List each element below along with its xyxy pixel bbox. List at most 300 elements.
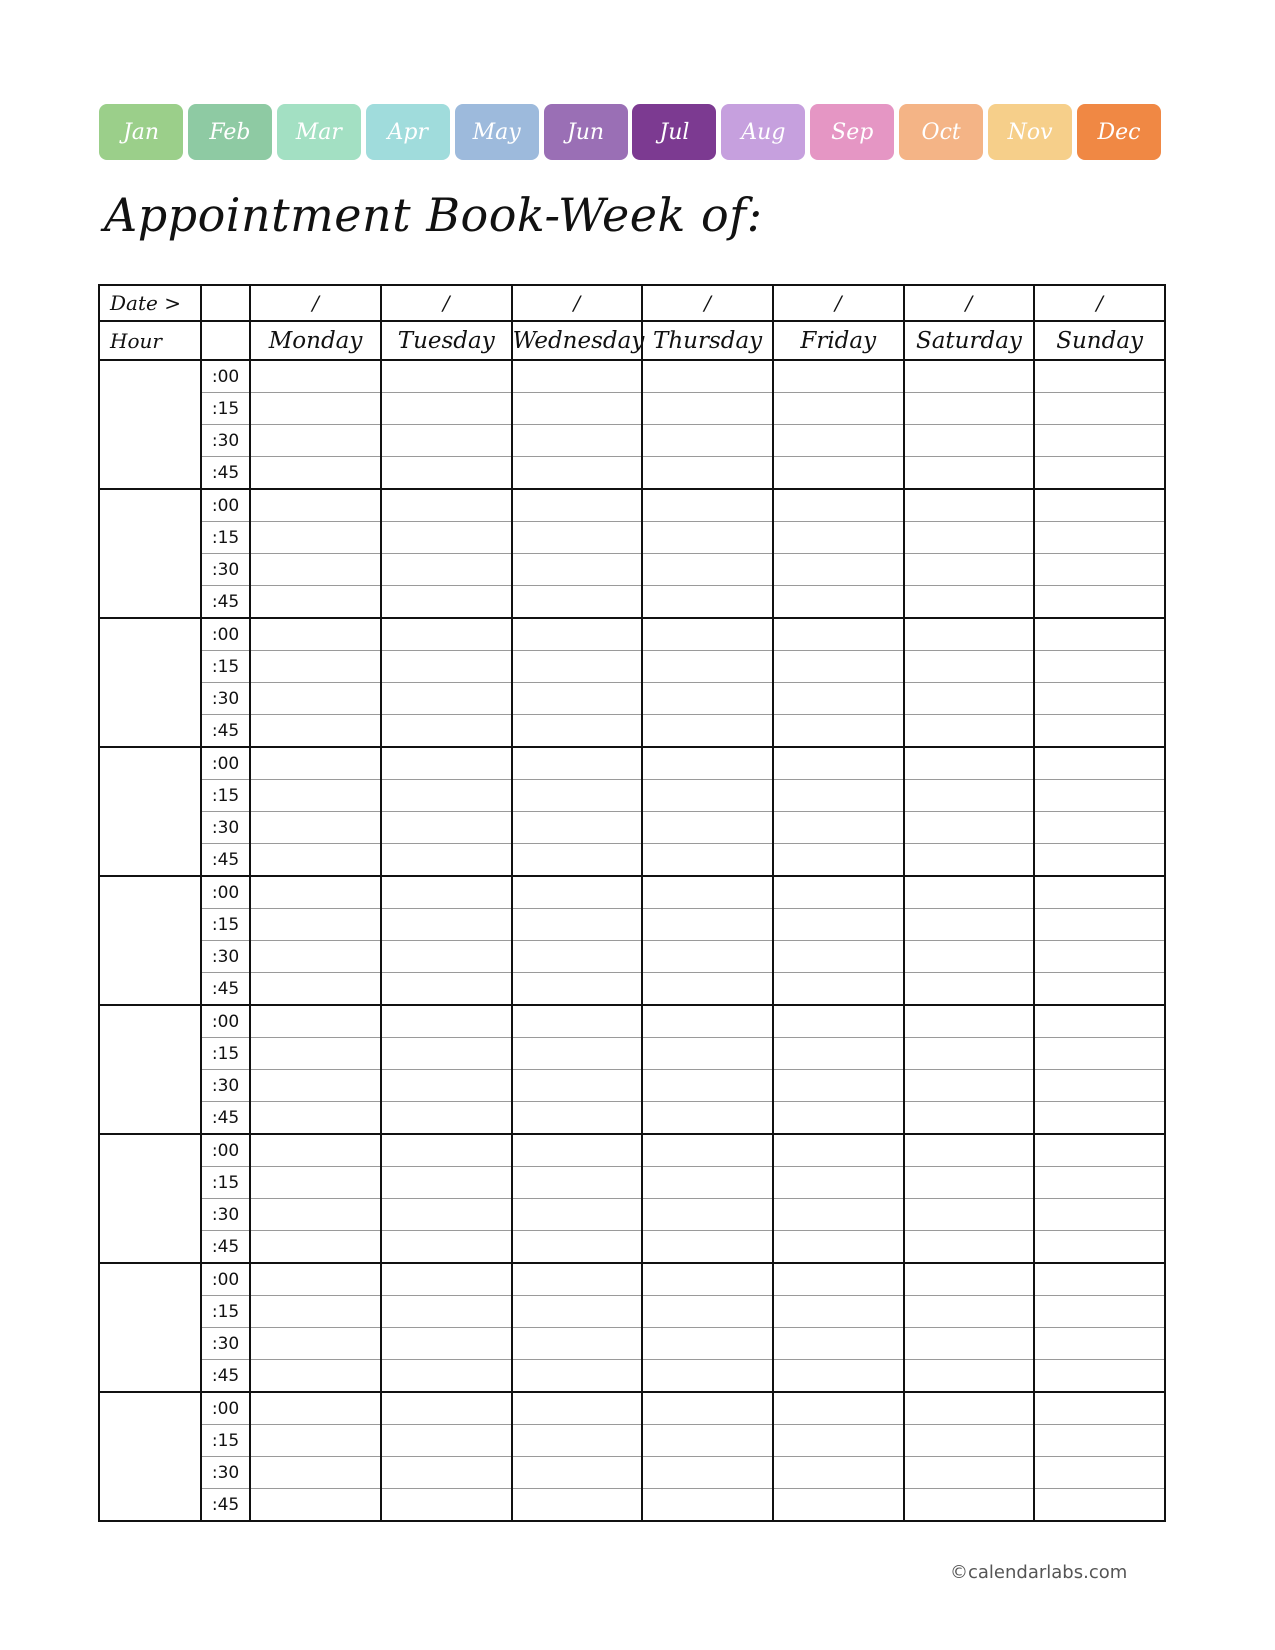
appointment-cell-wednesday[interactable] bbox=[512, 457, 643, 490]
appointment-cell-thursday[interactable] bbox=[642, 715, 773, 748]
appointment-cell-wednesday[interactable] bbox=[512, 618, 643, 651]
appointment-cell-saturday[interactable] bbox=[904, 1038, 1035, 1070]
appointment-cell-thursday[interactable] bbox=[642, 1457, 773, 1489]
time-slot-row bbox=[99, 522, 1165, 554]
appointment-cell-friday[interactable] bbox=[773, 715, 904, 748]
appointment-cell-tuesday[interactable] bbox=[381, 1005, 512, 1038]
hour-cell[interactable] bbox=[99, 360, 201, 393]
appointment-cell-tuesday[interactable] bbox=[381, 489, 512, 522]
month-tab-nov[interactable]: Nov bbox=[988, 104, 1072, 160]
appointment-cell-monday[interactable] bbox=[250, 1070, 381, 1102]
appointment-cell-tuesday[interactable] bbox=[381, 1167, 512, 1199]
appointment-cell-saturday[interactable] bbox=[904, 973, 1035, 1006]
appointment-cell-tuesday[interactable] bbox=[381, 1263, 512, 1296]
date-cell-friday[interactable]: / bbox=[773, 285, 904, 321]
appointment-cell-thursday[interactable] bbox=[642, 1038, 773, 1070]
appointment-cell-wednesday[interactable] bbox=[512, 393, 643, 425]
appointment-cell-saturday[interactable] bbox=[904, 522, 1035, 554]
appointment-cell-monday[interactable] bbox=[250, 1489, 381, 1522]
appointment-cell-tuesday[interactable] bbox=[381, 812, 512, 844]
appointment-cell-thursday[interactable] bbox=[642, 1425, 773, 1457]
hour-cell-continued bbox=[99, 780, 201, 812]
appointment-cell-sunday[interactable] bbox=[1034, 1425, 1165, 1457]
hour-cell[interactable] bbox=[99, 489, 201, 522]
appointment-cell-saturday[interactable] bbox=[904, 393, 1035, 425]
appointment-cell-monday[interactable] bbox=[250, 1199, 381, 1231]
appointment-cell-sunday[interactable] bbox=[1034, 1296, 1165, 1328]
month-tab-jun[interactable]: Jun bbox=[544, 104, 628, 160]
appointment-cell-saturday[interactable] bbox=[904, 457, 1035, 490]
date-cell-thursday[interactable]: / bbox=[642, 285, 773, 321]
appointment-cell-friday[interactable] bbox=[773, 586, 904, 619]
appointment-cell-wednesday[interactable] bbox=[512, 489, 643, 522]
appointment-cell-monday[interactable] bbox=[250, 812, 381, 844]
appointment-cell-thursday[interactable] bbox=[642, 1199, 773, 1231]
appointment-cell-sunday[interactable] bbox=[1034, 586, 1165, 619]
appointment-cell-friday[interactable] bbox=[773, 1102, 904, 1135]
appointment-cell-thursday[interactable] bbox=[642, 909, 773, 941]
appointment-cell-saturday[interactable] bbox=[904, 941, 1035, 973]
appointment-cell-saturday[interactable] bbox=[904, 618, 1035, 651]
appointment-cell-thursday[interactable] bbox=[642, 780, 773, 812]
appointment-cell-sunday[interactable] bbox=[1034, 1231, 1165, 1264]
appointment-cell-tuesday[interactable] bbox=[381, 941, 512, 973]
minute-label: :15 bbox=[201, 393, 250, 425]
appointment-cell-sunday[interactable] bbox=[1034, 812, 1165, 844]
appointment-cell-wednesday[interactable] bbox=[512, 360, 643, 393]
appointment-cell-thursday[interactable] bbox=[642, 876, 773, 909]
appointment-cell-monday[interactable] bbox=[250, 876, 381, 909]
minute-label: :45 bbox=[201, 1489, 250, 1522]
time-slot-row bbox=[99, 651, 1165, 683]
appointment-cell-sunday[interactable] bbox=[1034, 844, 1165, 877]
appointment-cell-friday[interactable] bbox=[773, 425, 904, 457]
appointment-cell-saturday[interactable] bbox=[904, 1360, 1035, 1393]
appointment-cell-tuesday[interactable] bbox=[381, 360, 512, 393]
appointment-cell-friday[interactable] bbox=[773, 973, 904, 1006]
appointment-cell-saturday[interactable] bbox=[904, 425, 1035, 457]
appointment-cell-thursday[interactable] bbox=[642, 747, 773, 780]
appointment-cell-monday[interactable] bbox=[250, 1231, 381, 1264]
appointment-cell-monday[interactable] bbox=[250, 1360, 381, 1393]
appointment-cell-thursday[interactable] bbox=[642, 1296, 773, 1328]
appointment-cell-friday[interactable] bbox=[773, 780, 904, 812]
time-slot-row bbox=[99, 393, 1165, 425]
appointment-cell-tuesday[interactable] bbox=[381, 780, 512, 812]
appointment-cell-thursday[interactable] bbox=[642, 489, 773, 522]
appointment-cell-thursday[interactable] bbox=[642, 941, 773, 973]
appointment-cell-monday[interactable] bbox=[250, 425, 381, 457]
appointment-cell-thursday[interactable] bbox=[642, 1328, 773, 1360]
appointment-cell-sunday[interactable] bbox=[1034, 909, 1165, 941]
appointment-cell-saturday[interactable] bbox=[904, 1263, 1035, 1296]
appointment-cell-wednesday[interactable] bbox=[512, 1489, 643, 1522]
appointment-cell-saturday[interactable] bbox=[904, 1296, 1035, 1328]
appointment-cell-wednesday[interactable] bbox=[512, 1425, 643, 1457]
appointment-cell-tuesday[interactable] bbox=[381, 586, 512, 619]
appointment-cell-friday[interactable] bbox=[773, 618, 904, 651]
month-tab-dec[interactable]: Dec bbox=[1077, 104, 1161, 160]
appointment-cell-tuesday[interactable] bbox=[381, 393, 512, 425]
appointment-cell-wednesday[interactable] bbox=[512, 747, 643, 780]
appointment-cell-monday[interactable] bbox=[250, 1263, 381, 1296]
minute-label: :30 bbox=[201, 812, 250, 844]
appointment-cell-tuesday[interactable] bbox=[381, 1392, 512, 1425]
appointment-cell-wednesday[interactable] bbox=[512, 522, 643, 554]
appointment-cell-tuesday[interactable] bbox=[381, 715, 512, 748]
appointment-cell-sunday[interactable] bbox=[1034, 1328, 1165, 1360]
appointment-cell-tuesday[interactable] bbox=[381, 844, 512, 877]
month-tab-jul[interactable]: Jul bbox=[632, 104, 716, 160]
time-slot-row bbox=[99, 1070, 1165, 1102]
appointment-cell-sunday[interactable] bbox=[1034, 876, 1165, 909]
appointment-cell-monday[interactable] bbox=[250, 844, 381, 877]
appointment-cell-saturday[interactable] bbox=[904, 1392, 1035, 1425]
appointment-cell-monday[interactable] bbox=[250, 554, 381, 586]
appointment-cell-tuesday[interactable] bbox=[381, 1360, 512, 1393]
appointment-cell-monday[interactable] bbox=[250, 618, 381, 651]
day-header-monday: Monday bbox=[250, 321, 381, 360]
appointment-cell-saturday[interactable] bbox=[904, 1102, 1035, 1135]
appointment-cell-monday[interactable] bbox=[250, 1005, 381, 1038]
appointment-cell-thursday[interactable] bbox=[642, 586, 773, 619]
appointment-cell-monday[interactable] bbox=[250, 1102, 381, 1135]
appointment-cell-sunday[interactable] bbox=[1034, 1457, 1165, 1489]
appointment-cell-monday[interactable] bbox=[250, 683, 381, 715]
appointment-cell-friday[interactable] bbox=[773, 1489, 904, 1522]
appointment-cell-monday[interactable] bbox=[250, 1296, 381, 1328]
appointment-cell-friday[interactable] bbox=[773, 554, 904, 586]
appointment-cell-wednesday[interactable] bbox=[512, 715, 643, 748]
appointment-cell-saturday[interactable] bbox=[904, 1457, 1035, 1489]
appointment-cell-tuesday[interactable] bbox=[381, 1038, 512, 1070]
appointment-cell-sunday[interactable] bbox=[1034, 1167, 1165, 1199]
appointment-cell-sunday[interactable] bbox=[1034, 973, 1165, 1006]
hour-cell[interactable] bbox=[99, 747, 201, 780]
appointment-cell-tuesday[interactable] bbox=[381, 1102, 512, 1135]
appointment-cell-wednesday[interactable] bbox=[512, 683, 643, 715]
appointment-cell-monday[interactable] bbox=[250, 1328, 381, 1360]
appointment-cell-thursday[interactable] bbox=[642, 1005, 773, 1038]
appointment-cell-friday[interactable] bbox=[773, 1038, 904, 1070]
appointment-cell-friday[interactable] bbox=[773, 489, 904, 522]
hour-cell[interactable] bbox=[99, 876, 201, 909]
appointment-cell-saturday[interactable] bbox=[904, 1070, 1035, 1102]
hour-cell[interactable] bbox=[99, 1263, 201, 1296]
appointment-cell-sunday[interactable] bbox=[1034, 489, 1165, 522]
appointment-cell-wednesday[interactable] bbox=[512, 1005, 643, 1038]
appointment-cell-monday[interactable] bbox=[250, 1392, 381, 1425]
appointment-cell-saturday[interactable] bbox=[904, 909, 1035, 941]
appointment-cell-sunday[interactable] bbox=[1034, 1038, 1165, 1070]
appointment-cell-wednesday[interactable] bbox=[512, 1070, 643, 1102]
appointment-cell-thursday[interactable] bbox=[642, 393, 773, 425]
appointment-cell-saturday[interactable] bbox=[904, 586, 1035, 619]
appointment-cell-wednesday[interactable] bbox=[512, 1296, 643, 1328]
appointment-cell-friday[interactable] bbox=[773, 812, 904, 844]
appointment-cell-wednesday[interactable] bbox=[512, 554, 643, 586]
minute-label: :30 bbox=[201, 1328, 250, 1360]
appointment-cell-sunday[interactable] bbox=[1034, 1489, 1165, 1522]
appointment-cell-wednesday[interactable] bbox=[512, 425, 643, 457]
appointment-cell-wednesday[interactable] bbox=[512, 1134, 643, 1167]
hour-cell-continued bbox=[99, 1070, 201, 1102]
day-header-wednesday: Wednesday bbox=[512, 321, 643, 360]
appointment-cell-friday[interactable] bbox=[773, 1263, 904, 1296]
appointment-cell-saturday[interactable] bbox=[904, 1231, 1035, 1264]
appointment-cell-thursday[interactable] bbox=[642, 973, 773, 1006]
appointment-cell-sunday[interactable] bbox=[1034, 941, 1165, 973]
appointment-cell-wednesday[interactable] bbox=[512, 1328, 643, 1360]
appointment-cell-friday[interactable] bbox=[773, 1457, 904, 1489]
appointment-cell-friday[interactable] bbox=[773, 876, 904, 909]
appointment-cell-friday[interactable] bbox=[773, 1231, 904, 1264]
appointment-cell-thursday[interactable] bbox=[642, 554, 773, 586]
appointment-cell-monday[interactable] bbox=[250, 909, 381, 941]
appointment-cell-saturday[interactable] bbox=[904, 1199, 1035, 1231]
appointment-cell-monday[interactable] bbox=[250, 651, 381, 683]
hour-cell[interactable] bbox=[99, 1134, 201, 1167]
appointment-cell-sunday[interactable] bbox=[1034, 747, 1165, 780]
date-cell-wednesday[interactable]: / bbox=[512, 285, 643, 321]
appointment-cell-sunday[interactable] bbox=[1034, 425, 1165, 457]
appointment-cell-sunday[interactable] bbox=[1034, 1199, 1165, 1231]
appointment-cell-sunday[interactable] bbox=[1034, 683, 1165, 715]
month-tab-feb[interactable]: Feb bbox=[188, 104, 272, 160]
date-cell-tuesday[interactable]: / bbox=[381, 285, 512, 321]
appointment-cell-friday[interactable] bbox=[773, 683, 904, 715]
appointment-cell-monday[interactable] bbox=[250, 489, 381, 522]
appointment-cell-sunday[interactable] bbox=[1034, 1102, 1165, 1135]
appointment-cell-monday[interactable] bbox=[250, 457, 381, 490]
appointment-cell-thursday[interactable] bbox=[642, 1070, 773, 1102]
appointment-cell-friday[interactable] bbox=[773, 844, 904, 877]
appointment-cell-wednesday[interactable] bbox=[512, 780, 643, 812]
appointment-cell-tuesday[interactable] bbox=[381, 554, 512, 586]
appointment-cell-friday[interactable] bbox=[773, 360, 904, 393]
appointment-cell-thursday[interactable] bbox=[642, 812, 773, 844]
appointment-cell-friday[interactable] bbox=[773, 1328, 904, 1360]
appointment-cell-wednesday[interactable] bbox=[512, 973, 643, 1006]
appointment-cell-tuesday[interactable] bbox=[381, 1457, 512, 1489]
appointment-cell-thursday[interactable] bbox=[642, 1167, 773, 1199]
appointment-cell-sunday[interactable] bbox=[1034, 651, 1165, 683]
appointment-cell-friday[interactable] bbox=[773, 1199, 904, 1231]
appointment-cell-tuesday[interactable] bbox=[381, 1231, 512, 1264]
appointment-cell-tuesday[interactable] bbox=[381, 1425, 512, 1457]
appointment-cell-tuesday[interactable] bbox=[381, 973, 512, 1006]
appointment-cell-friday[interactable] bbox=[773, 1070, 904, 1102]
appointment-cell-wednesday[interactable] bbox=[512, 844, 643, 877]
appointment-cell-tuesday[interactable] bbox=[381, 747, 512, 780]
appointment-cell-monday[interactable] bbox=[250, 1457, 381, 1489]
appointment-cell-saturday[interactable] bbox=[904, 780, 1035, 812]
hour-cell-continued bbox=[99, 1038, 201, 1070]
appointment-cell-friday[interactable] bbox=[773, 1167, 904, 1199]
appointment-cell-monday[interactable] bbox=[250, 941, 381, 973]
appointment-cell-wednesday[interactable] bbox=[512, 1102, 643, 1135]
appointment-cell-wednesday[interactable] bbox=[512, 876, 643, 909]
appointment-cell-tuesday[interactable] bbox=[381, 618, 512, 651]
appointment-cell-saturday[interactable] bbox=[904, 554, 1035, 586]
appointment-cell-thursday[interactable] bbox=[642, 1360, 773, 1393]
hour-cell-continued bbox=[99, 1199, 201, 1231]
appointment-cell-sunday[interactable] bbox=[1034, 1005, 1165, 1038]
appointment-cell-friday[interactable] bbox=[773, 393, 904, 425]
appointment-cell-sunday[interactable] bbox=[1034, 554, 1165, 586]
month-tab-sep[interactable]: Sep bbox=[810, 104, 894, 160]
appointment-cell-wednesday[interactable] bbox=[512, 1038, 643, 1070]
appointment-cell-wednesday[interactable] bbox=[512, 812, 643, 844]
appointment-cell-saturday[interactable] bbox=[904, 1134, 1035, 1167]
appointment-cell-friday[interactable] bbox=[773, 457, 904, 490]
appointment-cell-friday[interactable] bbox=[773, 651, 904, 683]
appointment-cell-saturday[interactable] bbox=[904, 683, 1035, 715]
appointment-cell-friday[interactable] bbox=[773, 1392, 904, 1425]
appointment-cell-monday[interactable] bbox=[250, 780, 381, 812]
appointment-cell-thursday[interactable] bbox=[642, 618, 773, 651]
appointment-cell-monday[interactable] bbox=[250, 1167, 381, 1199]
appointment-cell-friday[interactable] bbox=[773, 1005, 904, 1038]
appointment-cell-sunday[interactable] bbox=[1034, 1392, 1165, 1425]
appointment-cell-monday[interactable] bbox=[250, 973, 381, 1006]
appointment-cell-sunday[interactable] bbox=[1034, 522, 1165, 554]
appointment-cell-tuesday[interactable] bbox=[381, 1328, 512, 1360]
appointment-cell-monday[interactable] bbox=[250, 1425, 381, 1457]
appointment-cell-wednesday[interactable] bbox=[512, 1199, 643, 1231]
appointment-cell-tuesday[interactable] bbox=[381, 1134, 512, 1167]
appointment-cell-sunday[interactable] bbox=[1034, 1360, 1165, 1393]
appointment-cell-wednesday[interactable] bbox=[512, 651, 643, 683]
appointment-cell-friday[interactable] bbox=[773, 747, 904, 780]
appointment-cell-thursday[interactable] bbox=[642, 1102, 773, 1135]
appointment-cell-tuesday[interactable] bbox=[381, 1070, 512, 1102]
day-header-row bbox=[99, 321, 1165, 360]
appointment-cell-thursday[interactable] bbox=[642, 1134, 773, 1167]
appointment-cell-saturday[interactable] bbox=[904, 715, 1035, 748]
appointment-cell-wednesday[interactable] bbox=[512, 1263, 643, 1296]
appointment-cell-sunday[interactable] bbox=[1034, 1263, 1165, 1296]
appointment-cell-tuesday[interactable] bbox=[381, 425, 512, 457]
appointment-cell-thursday[interactable] bbox=[642, 457, 773, 490]
appointment-cell-thursday[interactable] bbox=[642, 683, 773, 715]
date-cell-sunday[interactable]: / bbox=[1034, 285, 1165, 321]
hour-cell[interactable] bbox=[99, 618, 201, 651]
appointment-cell-wednesday[interactable] bbox=[512, 909, 643, 941]
appointment-cell-saturday[interactable] bbox=[904, 747, 1035, 780]
month-tab-mar[interactable]: Mar bbox=[277, 104, 361, 160]
time-slot-row bbox=[99, 457, 1165, 490]
appointment-cell-tuesday[interactable] bbox=[381, 1296, 512, 1328]
appointment-cell-saturday[interactable] bbox=[904, 360, 1035, 393]
appointment-cell-monday[interactable] bbox=[250, 1134, 381, 1167]
appointment-cell-wednesday[interactable] bbox=[512, 1457, 643, 1489]
appointment-cell-saturday[interactable] bbox=[904, 651, 1035, 683]
minute-label: :45 bbox=[201, 973, 250, 1006]
appointment-cell-friday[interactable] bbox=[773, 941, 904, 973]
month-tab-oct[interactable]: Oct bbox=[899, 104, 983, 160]
appointment-cell-wednesday[interactable] bbox=[512, 1167, 643, 1199]
appointment-cell-tuesday[interactable] bbox=[381, 457, 512, 490]
minute-label: :00 bbox=[201, 618, 250, 651]
month-tab-apr[interactable]: Apr bbox=[366, 104, 450, 160]
appointment-cell-friday[interactable] bbox=[773, 1134, 904, 1167]
hour-cell[interactable] bbox=[99, 1392, 201, 1425]
appointment-cell-wednesday[interactable] bbox=[512, 1360, 643, 1393]
appointment-cell-thursday[interactable] bbox=[642, 522, 773, 554]
hour-cell-continued bbox=[99, 844, 201, 877]
appointment-cell-saturday[interactable] bbox=[904, 812, 1035, 844]
appointment-cell-friday[interactable] bbox=[773, 1360, 904, 1393]
appointment-cell-tuesday[interactable] bbox=[381, 909, 512, 941]
appointment-cell-sunday[interactable] bbox=[1034, 1134, 1165, 1167]
appointment-cell-tuesday[interactable] bbox=[381, 651, 512, 683]
appointment-cell-saturday[interactable] bbox=[904, 844, 1035, 877]
appointment-cell-wednesday[interactable] bbox=[512, 1231, 643, 1264]
appointment-cell-saturday[interactable] bbox=[904, 1425, 1035, 1457]
appointment-cell-thursday[interactable] bbox=[642, 425, 773, 457]
appointment-cell-sunday[interactable] bbox=[1034, 393, 1165, 425]
minute-label: :15 bbox=[201, 780, 250, 812]
appointment-cell-thursday[interactable] bbox=[642, 844, 773, 877]
appointment-cell-thursday[interactable] bbox=[642, 651, 773, 683]
date-cell-saturday[interactable]: / bbox=[904, 285, 1035, 321]
appointment-cell-saturday[interactable] bbox=[904, 1328, 1035, 1360]
month-tab-aug[interactable]: Aug bbox=[721, 104, 805, 160]
appointment-cell-friday[interactable] bbox=[773, 1425, 904, 1457]
appointment-cell-friday[interactable] bbox=[773, 522, 904, 554]
appointment-cell-tuesday[interactable] bbox=[381, 876, 512, 909]
date-cell-monday[interactable]: / bbox=[250, 285, 381, 321]
month-tab-jan[interactable]: Jan bbox=[99, 104, 183, 160]
appointment-cell-sunday[interactable] bbox=[1034, 457, 1165, 490]
appointment-cell-friday[interactable] bbox=[773, 1296, 904, 1328]
appointment-cell-tuesday[interactable] bbox=[381, 522, 512, 554]
appointment-cell-thursday[interactable] bbox=[642, 360, 773, 393]
appointment-cell-monday[interactable] bbox=[250, 715, 381, 748]
appointment-cell-monday[interactable] bbox=[250, 393, 381, 425]
appointment-cell-thursday[interactable] bbox=[642, 1489, 773, 1522]
appointment-cell-thursday[interactable] bbox=[642, 1392, 773, 1425]
appointment-cell-saturday[interactable] bbox=[904, 876, 1035, 909]
appointment-cell-thursday[interactable] bbox=[642, 1263, 773, 1296]
appointment-cell-tuesday[interactable] bbox=[381, 1199, 512, 1231]
appointment-cell-wednesday[interactable] bbox=[512, 586, 643, 619]
appointment-cell-tuesday[interactable] bbox=[381, 1489, 512, 1522]
appointment-cell-friday[interactable] bbox=[773, 909, 904, 941]
appointment-cell-wednesday[interactable] bbox=[512, 941, 643, 973]
appointment-cell-monday[interactable] bbox=[250, 1038, 381, 1070]
appointment-cell-saturday[interactable] bbox=[904, 1489, 1035, 1522]
appointment-cell-sunday[interactable] bbox=[1034, 715, 1165, 748]
appointment-cell-monday[interactable] bbox=[250, 747, 381, 780]
appointment-cell-wednesday[interactable] bbox=[512, 1392, 643, 1425]
appointment-cell-thursday[interactable] bbox=[642, 1231, 773, 1264]
appointment-cell-sunday[interactable] bbox=[1034, 618, 1165, 651]
appointment-cell-sunday[interactable] bbox=[1034, 780, 1165, 812]
hour-cell[interactable] bbox=[99, 1005, 201, 1038]
appointment-cell-tuesday[interactable] bbox=[381, 683, 512, 715]
appointment-cell-sunday[interactable] bbox=[1034, 1070, 1165, 1102]
appointment-cell-monday[interactable] bbox=[250, 360, 381, 393]
appointment-cell-saturday[interactable] bbox=[904, 489, 1035, 522]
appointment-cell-monday[interactable] bbox=[250, 586, 381, 619]
appointment-cell-saturday[interactable] bbox=[904, 1005, 1035, 1038]
appointment-cell-sunday[interactable] bbox=[1034, 360, 1165, 393]
month-tab-may[interactable]: May bbox=[455, 104, 539, 160]
appointment-cell-monday[interactable] bbox=[250, 522, 381, 554]
appointment-cell-saturday[interactable] bbox=[904, 1167, 1035, 1199]
